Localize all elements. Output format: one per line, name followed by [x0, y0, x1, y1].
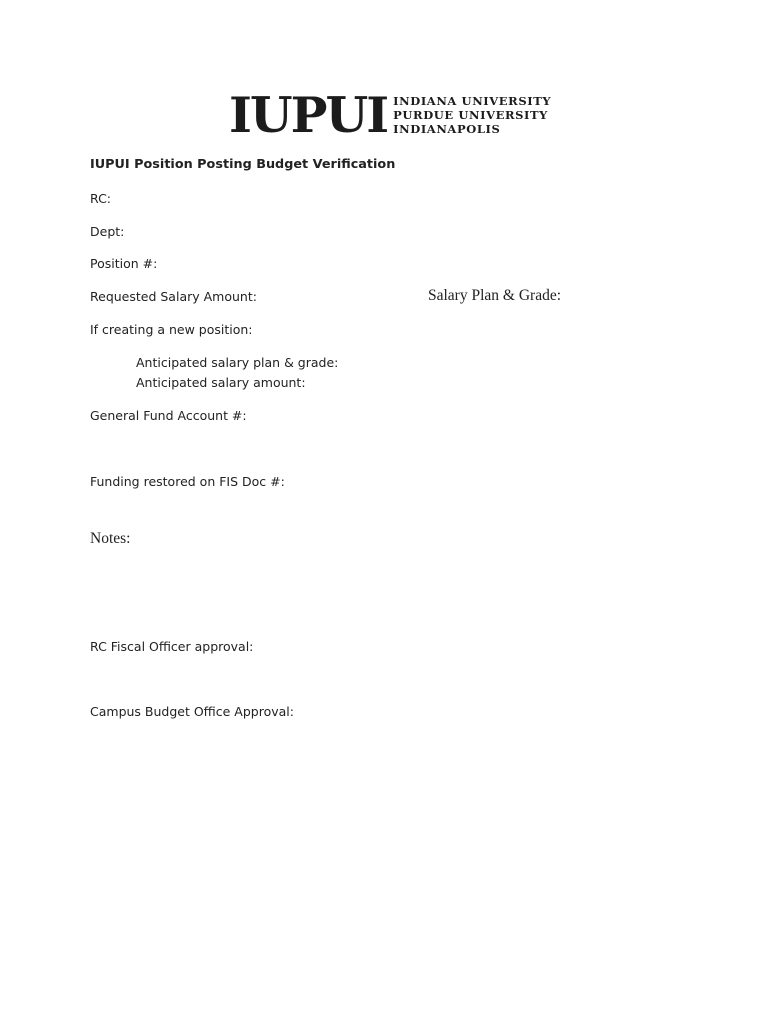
funding-restored-label: Funding restored on FIS Doc #: [90, 474, 285, 489]
anticipated-plan-label: Anticipated salary plan & grade: [136, 355, 339, 370]
logo-institution-lines [393, 94, 551, 136]
rc-label: RC: [90, 191, 112, 206]
logo-line-1: INDIANA UNIVERSITY [393, 94, 552, 108]
anticipated-amount-label: Anticipated salary amount: [136, 375, 306, 390]
new-position-label: If creating a new position: [90, 322, 253, 337]
form-title: IUPUI Position Posting Budget Verification [90, 157, 396, 172]
rc-fiscal-approval-label: RC Fiscal Officer approval: [90, 639, 254, 654]
position-number-label: Position #: [90, 256, 158, 271]
campus-budget-approval-label: Campus Budget Office Approval: [90, 704, 294, 719]
notes-label: Notes: [90, 530, 131, 547]
dept-label: Dept: [90, 224, 125, 239]
general-fund-label: General Fund Account #: [90, 408, 247, 423]
logo-line-3: INDIANAPOLIS [393, 122, 501, 136]
iupui-logo [229, 86, 552, 144]
requested-salary-label: Requested Salary Amount: [90, 289, 257, 304]
logo-wordmark: IUPUI [229, 86, 388, 144]
logo-line-2: PURDUE UNIVERSITY [393, 108, 548, 122]
salary-plan-grade-label: Salary Plan & Grade: [428, 287, 562, 304]
